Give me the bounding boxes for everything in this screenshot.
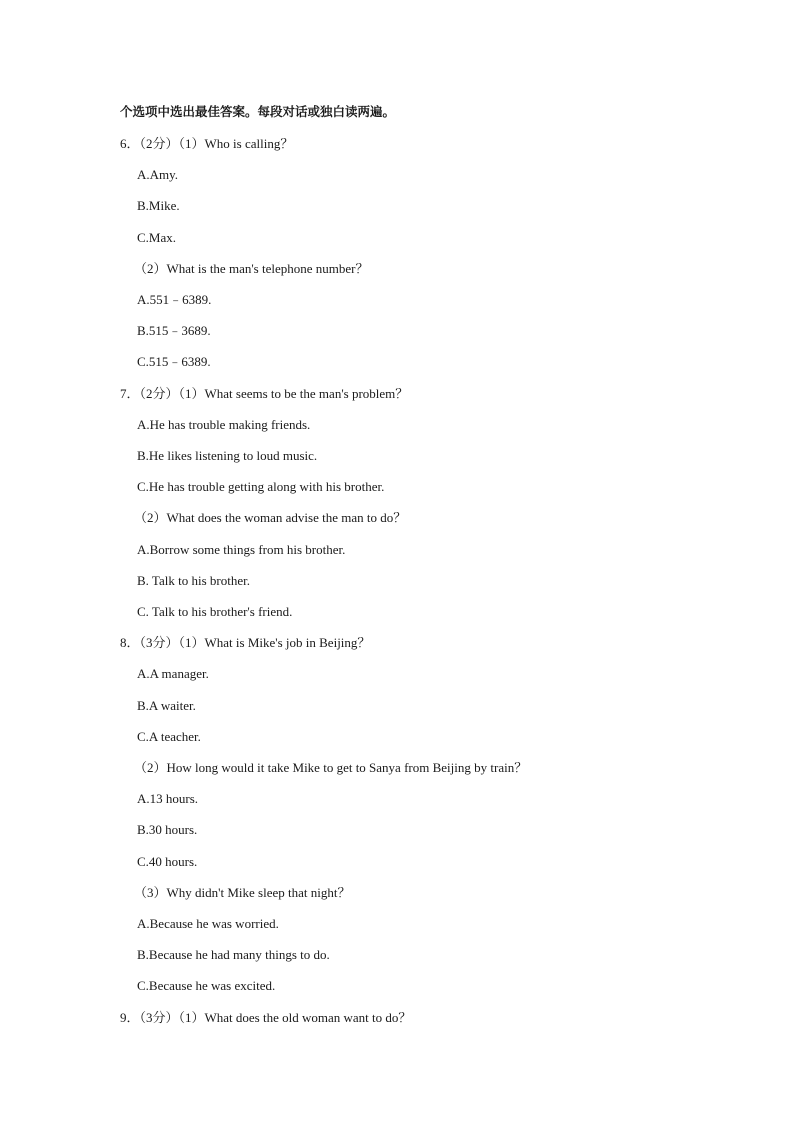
sub-question: （2）What does the woman advise the man to do？ <box>134 510 407 526</box>
answer-option: B.A waiter. <box>137 697 196 713</box>
question-heading: 7．（2分）（1）What seems to be the man's problem？ <box>120 385 409 401</box>
sub-question: （2）How long would it take Mike to get to Sanya from Beijing by train？ <box>134 760 528 775</box>
section-instruction: 个选项中选出最佳答案。每段对话或独白读两遍。 <box>120 104 396 119</box>
answer-option: A.Amy. <box>137 167 179 183</box>
answer-option: C.He has trouble getting along with his brother. <box>137 479 385 495</box>
answer-option: A.13 hours. <box>137 791 199 807</box>
sub-question: （3）Why didn't Mike sleep that night？ <box>134 884 351 900</box>
answer-option: A.551﹣6389. <box>137 292 212 307</box>
answer-option: B.30 hours. <box>137 822 198 838</box>
answer-option: A.Because he was worried. <box>137 916 279 931</box>
answer-option: A.A manager. <box>137 666 209 682</box>
answer-option: C.A teacher. <box>137 728 201 744</box>
answer-option: C.40 hours. <box>137 853 198 869</box>
question-heading: 8．（3分）（1）What is Mike's job in Beijing？ <box>120 635 371 651</box>
answer-option: B.Because he had many things to do. <box>137 947 330 963</box>
answer-option: B. Talk to his brother. <box>137 572 250 588</box>
answer-option: C.Because he was excited. <box>137 978 276 994</box>
sub-question: （2）What is the man's telephone number？ <box>134 260 369 276</box>
answer-option: A.He has trouble making friends. <box>137 416 311 432</box>
answer-option: B.Mike. <box>137 198 180 214</box>
answer-option: B.515﹣3689. <box>137 323 211 339</box>
answer-option: C.515﹣6389. <box>137 354 211 370</box>
answer-option: A.Borrow some things from his brother. <box>137 541 346 557</box>
question-heading: 9．（3分）（1）What does the old woman want to do？ <box>120 1009 412 1025</box>
answer-option: C.Max. <box>137 229 176 245</box>
answer-option: B.He likes listening to loud music. <box>137 448 318 463</box>
question-heading: 6．（2分）（1）Who is calling？ <box>120 136 294 151</box>
answer-option: C. Talk to his brother's friend. <box>137 604 293 619</box>
